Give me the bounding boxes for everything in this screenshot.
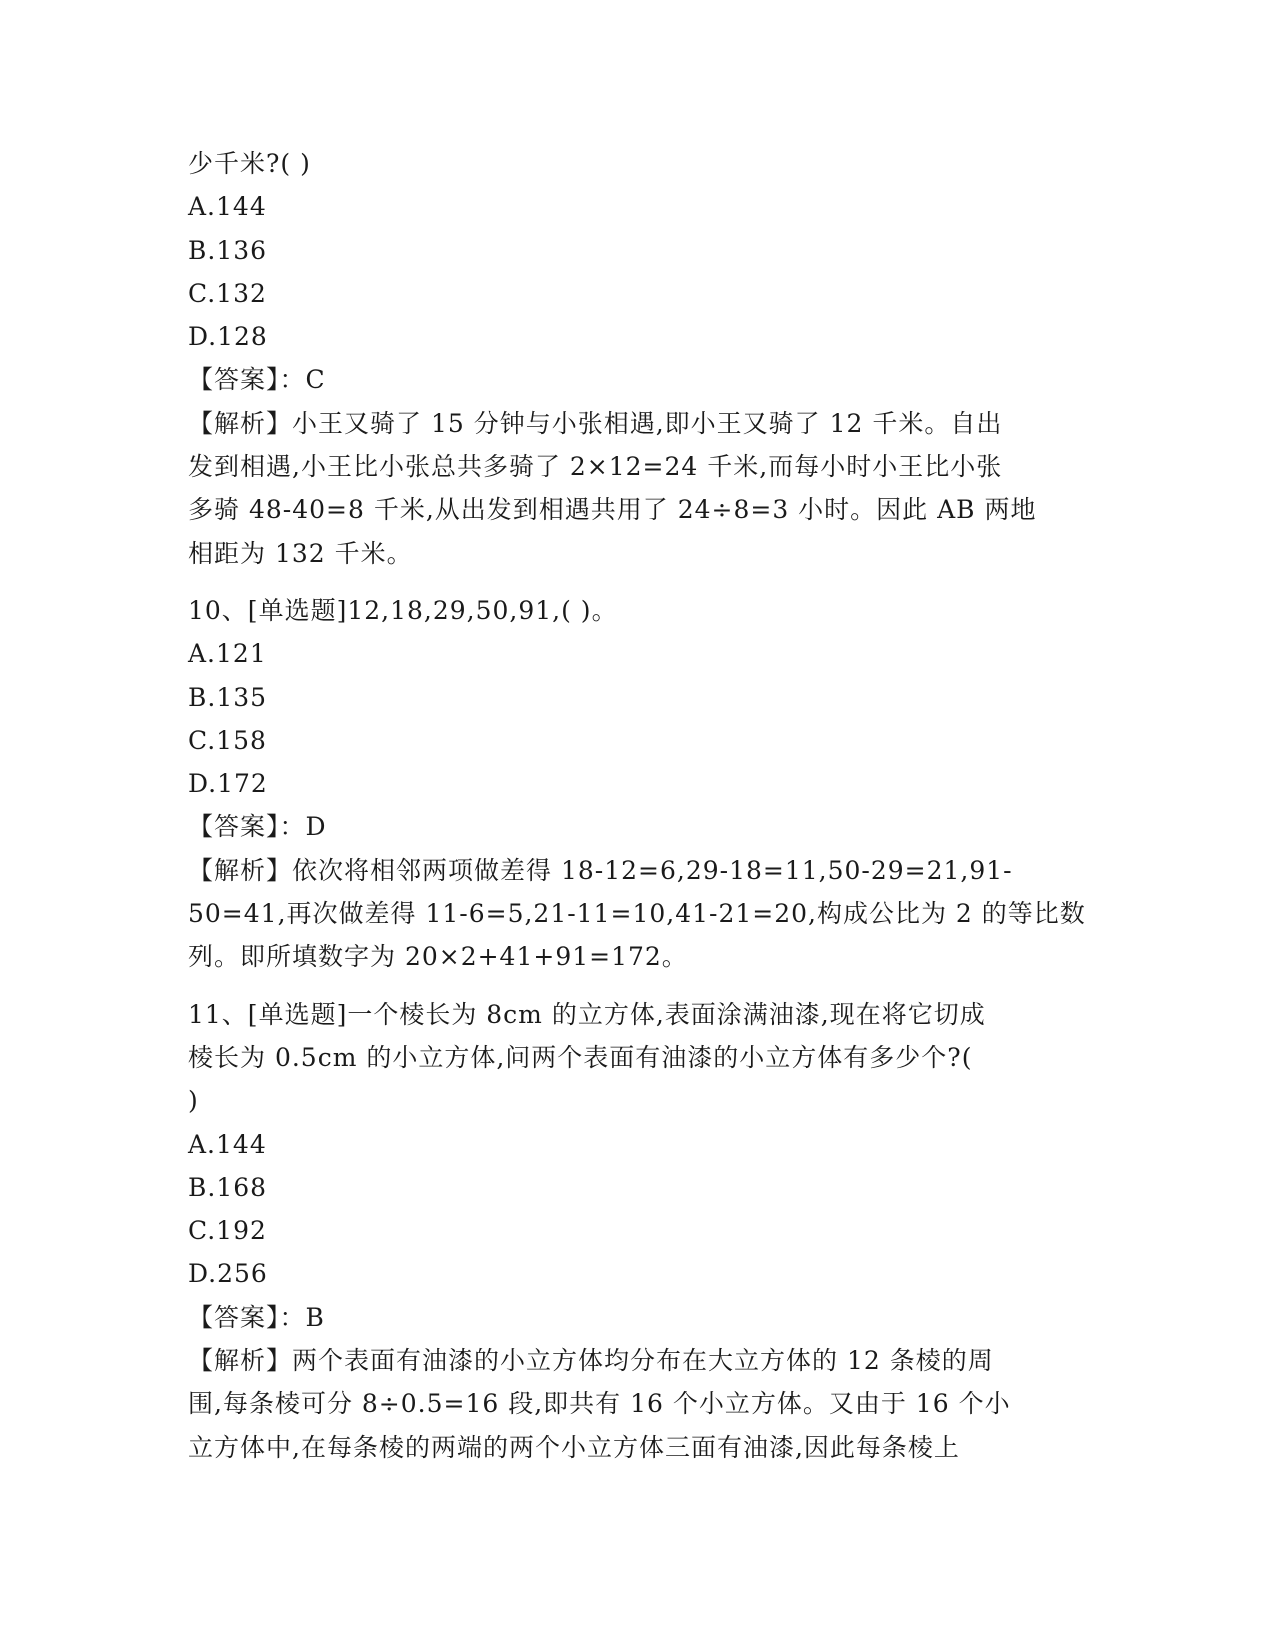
option-d: D.172 bbox=[188, 769, 268, 799]
answer-line: 【答案】：B bbox=[188, 1302, 325, 1332]
question-10 bbox=[188, 589, 1088, 979]
analysis-line: 【解析】依次将相邻两项做差得 18-12=6,29-18=11,50-29=21,91- bbox=[188, 855, 1013, 885]
option-b: B.135 bbox=[188, 682, 268, 712]
question-11 bbox=[188, 993, 1088, 1469]
analysis-line: 发到相遇,小王比小张总共多骑了 2×12=24 千米,而每小时小王比小张 bbox=[188, 452, 1003, 482]
question-stem: 少千米?( ) bbox=[188, 149, 311, 178]
analysis-line: 50=41,再次做差得 11-6=5,21-11=10,41-21=20,构成公比为 2 的等比数 bbox=[188, 899, 1086, 929]
question-stem: ) bbox=[188, 1086, 199, 1116]
option-c: C.158 bbox=[188, 725, 267, 755]
section-gap bbox=[188, 979, 1088, 993]
question-stem: 11、[单选题]一个棱长为 8cm 的立方体,表面涂满油漆,现在将它切成 bbox=[188, 999, 986, 1029]
option-a: A.144 bbox=[188, 1129, 267, 1159]
analysis-line: 立方体中,在每条棱的两端的两个小立方体三面有油漆,因此每条棱上 bbox=[188, 1432, 960, 1462]
question-9 bbox=[188, 142, 1088, 575]
document-page bbox=[188, 142, 1088, 1469]
answer-line: 【答案】：C bbox=[188, 365, 326, 395]
option-a: A.144 bbox=[188, 192, 267, 222]
analysis-block bbox=[188, 402, 1088, 575]
analysis-line: 围,每条棱可分 8÷0.5=16 段,即共有 16 个小立方体。又由于 16 个小 bbox=[188, 1389, 1011, 1419]
analysis-line: 【解析】小王又骑了 15 分钟与小张相遇,即小王又骑了 12 千米。自出 bbox=[188, 408, 1003, 438]
answer-line: 【答案】：D bbox=[188, 812, 327, 842]
option-d: D.128 bbox=[188, 322, 268, 352]
section-gap bbox=[188, 575, 1088, 589]
analysis-line: 相距为 132 千米。 bbox=[188, 538, 413, 568]
option-a: A.121 bbox=[188, 639, 267, 669]
analysis-line: 列。即所填数字为 20×2+41+91=172。 bbox=[188, 942, 688, 972]
question-stem: 10、[单选题]12,18,29,50,91,( )。 bbox=[188, 595, 618, 625]
analysis-line: 多骑 48-40=8 千米,从出发到相遇共用了 24÷8=3 小时。因此 AB 两地 bbox=[188, 495, 1037, 525]
option-c: C.132 bbox=[188, 278, 267, 308]
analysis-block bbox=[188, 849, 1088, 979]
option-b: B.168 bbox=[188, 1172, 268, 1202]
analysis-line: 【解析】两个表面有油漆的小立方体均分布在大立方体的 12 条棱的周 bbox=[188, 1346, 994, 1376]
option-b: B.136 bbox=[188, 235, 268, 265]
option-d: D.256 bbox=[188, 1259, 268, 1289]
option-c: C.192 bbox=[188, 1216, 267, 1246]
analysis-block bbox=[188, 1339, 1088, 1469]
question-stem: 棱长为 0.5cm 的小立方体,问两个表面有油漆的小立方体有多少个?( bbox=[188, 1042, 973, 1072]
